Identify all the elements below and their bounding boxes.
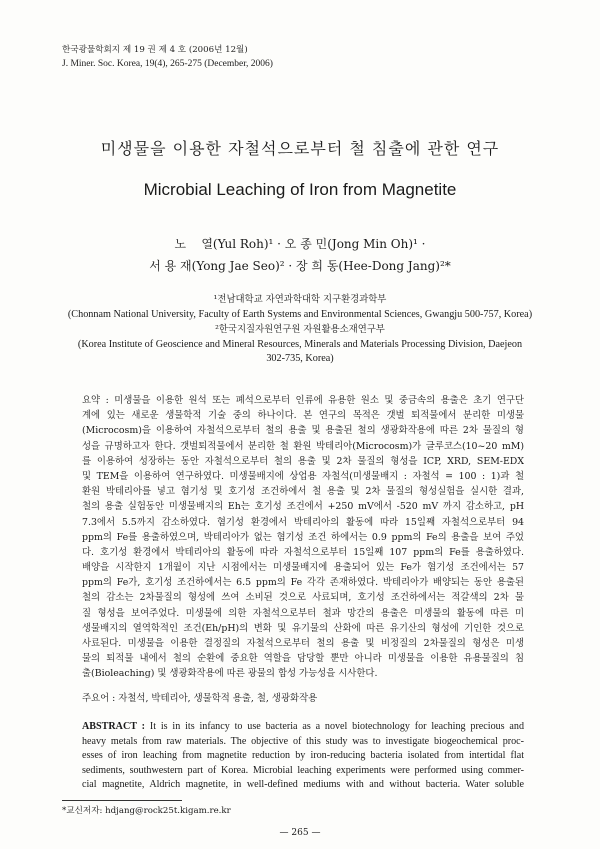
abstract-ko-line: 배양을 시작한지 1개월이 지난 시점에서는 미생물배지에 용출되어 있는 Fe가 혐기성 조건에서는 57 <box>82 562 524 574</box>
abstract-ko-line: 다. 호기성 환경에서 박테리아의 활동에 따라 자철석으로부터 15일째 107 ppm의 Fe를 용출하였다. <box>82 546 524 558</box>
abstract-ko-line: 질 형성을 보여주었다. 미생물에 의한 자철석으로부터 철과 망간의 용출은 미생물의 활동에 따른 미 <box>82 607 524 619</box>
abstract-ko-line: 철의 감소는 2차물질의 형성에 쓰여 소비된 것으로 사료되며, 호기성 조건하에서는 적갈색의 2차 물 <box>82 592 524 604</box>
authors-line-1: 노 열(Yul Roh)¹ · 오 종 민(Jong Min Oh)¹ · <box>174 237 426 251</box>
corresponding-author-footnote: *교신저자: hdjang@rock25t.kigam.re.kr <box>62 806 231 816</box>
abstract-ko-line: 사료된다. 미생물을 이용한 결정질의 자철석으로부터 철의 용출 및 비정질의 2차물질의 형성은 미생 <box>82 638 524 649</box>
abstract-en-line: esses of iron leaching from magnetite reduction by iron-reducing bacteria isolated from intertidal flat <box>82 750 524 761</box>
authors-line-2: 서 용 재(Yong Jae Seo)² · 장 희 동(Hee-Dong Jang)²* <box>149 259 451 273</box>
abstract-ko-line: 환원 박테리아를 넣고 혐기성 및 호기성 조건하에서 철 용출 및 2차 물질의 형성실험을 실시한 결과, <box>82 486 524 498</box>
affiliation-2-en: (Korea Institute of Geoscience and Mineral Resources, Minerals and Materials Processing Division, Daejeon <box>77 339 523 350</box>
page-number: — 265 — <box>279 828 321 838</box>
abstract-ko-line: 철의 용출 실험동안 미생물배지의 Eh는 호기성 조건에서 +250 mV에서 -520 mV 까지 감소하고, pH <box>82 501 524 513</box>
abstract-ko-line: 출(Bioleaching) 및 생광화작용에 따른 광물의 합성 가능성을 시사한다. <box>82 668 378 680</box>
title-english: Microbial Leaching of Iron from Magnetite <box>143 180 457 199</box>
abstract-ko-line: ppm의 Fe를 용출하였으며, 박테리아가 없는 혐기성 조건 하에서는 0.9 ppm의 Fe의 용출을 보여 주었 <box>82 531 524 543</box>
keywords-korean: 주요어 : 자철석, 박테리아, 생물학적 용출, 철, 생광화작용 <box>82 693 318 704</box>
affiliation-1-ko: ¹전남대학교 자연과학대학 지구환경과학부 <box>213 294 387 305</box>
abstract-ko-line: 성을 규명하고자 한다. 갯벌퇴적물에서 분리한 철 환원 박테리아(Microcosm)가 글루코스(10~20 mM) <box>82 440 524 452</box>
abstract-ko-line: (Microcosm)을 이용하여 자철석으로부터 철의 용출 및 용출된 철의 생광화작용에 따른 2차 물질의 형 <box>82 425 524 437</box>
abstract-korean <box>82 393 524 682</box>
abstract-ko-line: 요약 : 미생물을 이용한 원석 또는 폐석으로부터 인류에 유용한 원소 및 중금속의 용출은 초기 연구단 <box>82 395 524 406</box>
affiliation-2-ko: ²한국지질자원연구원 자원활용소재연구부 <box>215 324 385 335</box>
abstract-label: ABSTRACT : <box>82 721 145 732</box>
title-korean: 미생물을 이용한 자철석으로부터 철 침출에 관한 연구 <box>100 139 500 158</box>
journal-header-ko: 한국광물학회지 제 19 권 제 4 호 (2006년 12월) <box>62 45 248 55</box>
abstract-ko-line: ppm의 Fe가, 호기성 조건하에서는 6.5 ppm의 Fe 각각 존재하였다. 박테리아가 배양되는 동안 용출된 <box>82 577 524 589</box>
abstract-en-line: cial magnetite, Aldrich magnetite, in well-defined mediums with and without bacteria. Water soluble <box>82 779 524 790</box>
abstract-ko-line: 및 TEM을 이용하여 연구하였다. 미생물배지에 상업용 자철석(미생물배지 : 자철석 = 100 : 1)과 철 <box>82 470 524 482</box>
abstract-english <box>82 720 524 793</box>
affiliation-2-en-cont: 302-735, Korea) <box>266 353 334 364</box>
abstract-en-text: It is in its infancy to use bacteria as a novel biotechnology for leaching precious and <box>149 721 524 732</box>
abstract-en-line: heavy metals from raw materials. The objective of this study was to investigate biogeochemical proc- <box>82 735 524 747</box>
affiliation-1-en: (Chonnam National University, Faculty of Earth Systems and Environmental Sciences, Gwangju 500-757, Korea) <box>67 309 533 320</box>
abstract-ko-line: 7.3에서 5.5까지 감소하였다. 혐기성 환경에서 박테리아의 활동에 따라 15일째 자철석으로부터 94 <box>82 516 524 528</box>
journal-header-en: J. Miner. Soc. Korea, 19(4), 265-275 (December, 2006) <box>62 59 273 69</box>
abstract-ko-line: 계에 있는 새로운 생물학적 기술 중의 하나이다. 본 연구의 목적은 갯벌 퇴적물에서 분리한 미생물 <box>82 410 524 422</box>
abstract-ko-line: 를 이용하여 성장하는 동안 자철석으로부터 철의 용출 및 2차 물질의 형성을 ICP, XRD, SEM-EDX <box>82 455 524 467</box>
abstract-ko-line: 생물배지의 열역학적인 조건(Eh/pH)의 변화 및 유기물의 산화에 따른 유기산의 형성에 기인한 것으로 <box>82 622 524 634</box>
abstract-en-line <box>82 720 524 735</box>
abstract-en-line: sediments, southwestern part of Korea. Microbial leaching experiments were performed using commer- <box>82 764 524 776</box>
footnote-divider <box>62 800 182 801</box>
abstract-ko-line: 물의 퇴적물 내에서 철의 순환에 중요한 역할을 담당할 뿐만 아니라 미생물을 이용한 유용물질의 침 <box>82 653 524 665</box>
